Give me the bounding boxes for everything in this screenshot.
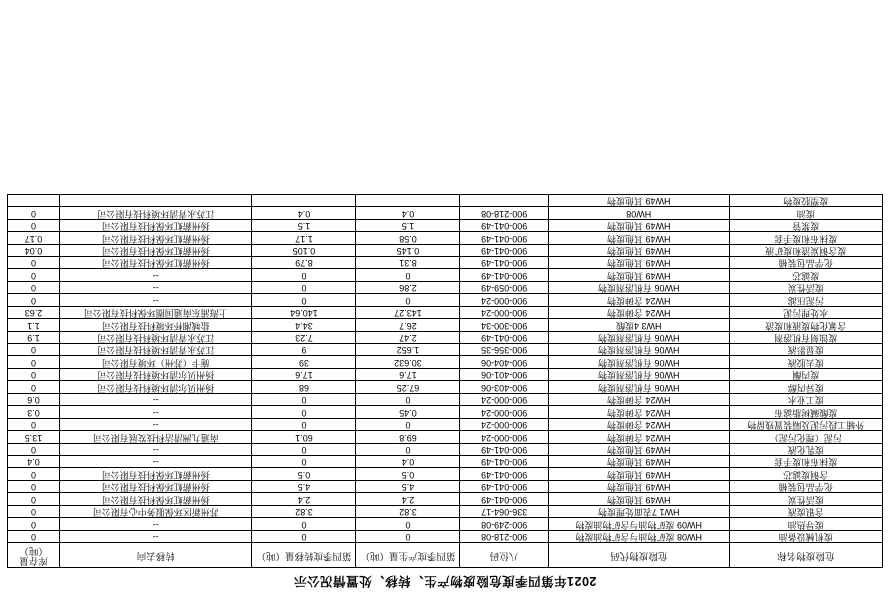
cell-q4-generated: 2.86	[356, 281, 460, 293]
cell-stock: 13.5	[8, 431, 60, 443]
cell-q4-generated: 4.5	[356, 480, 460, 492]
cell-eight-digit-code: 900-000-24	[460, 431, 548, 443]
cell-eight-digit-code: 900-300-34	[460, 319, 548, 331]
cell-stock: 0	[8, 344, 60, 356]
cell-q4-transferred: 0.105	[252, 244, 356, 256]
cell-transfer-destination: 江苏永青清环境科技有限公司	[60, 207, 252, 219]
cell-q4-transferred: 140.64	[252, 306, 356, 318]
cell-q4-transferred: 0	[252, 443, 356, 455]
cell-waste-name: 含铜废滤芯	[729, 468, 882, 480]
cell-waste-name: 废滤芯	[729, 269, 882, 281]
cell-eight-digit-code: 900-356-35	[460, 344, 548, 356]
cell-transfer-destination: 施卡（苏州）环境有限公司	[60, 356, 252, 368]
table-row	[8, 393, 883, 405]
cell-waste-name: 化学品包装桶	[729, 480, 882, 492]
cell-waste-code: HW06 有机溶剂废物	[548, 368, 729, 380]
cell-stock: 0	[8, 443, 60, 455]
cell-transfer-destination: 扬州薪虹环保科技有限公司	[60, 244, 252, 256]
cell-eight-digit-code: 900-000-24	[460, 393, 548, 405]
cell-eight-digit-code: 900-218-08	[460, 530, 548, 542]
cell-eight-digit-code: 900-041-49	[460, 244, 548, 256]
cell-eight-digit-code: 900-249-08	[460, 518, 548, 530]
table-row	[8, 232, 883, 244]
cell-q4-generated: 2.47	[356, 331, 460, 343]
cell-eight-digit-code: 900-041-49	[460, 493, 548, 505]
cell-q4-transferred: 60.1	[252, 431, 356, 443]
column-header-waste-name: 危险废物名称	[729, 543, 882, 568]
cell-eight-digit-code: 900-041-49	[460, 269, 548, 281]
cell-stock: 0	[8, 505, 60, 517]
cell-waste-code: HW49 其他废物	[548, 493, 729, 505]
cell-waste-name: 废乳化液	[729, 443, 882, 455]
cell-eight-digit-code: 900-041-49	[460, 480, 548, 492]
table-row	[8, 281, 883, 293]
table-row	[8, 356, 883, 368]
cell-transfer-destination: 盐城湘杯环境科技有限公司	[60, 319, 252, 331]
cell-transfer-destination: 扬州贝尔清环境科技有限公司	[60, 381, 252, 393]
cell-waste-code: HW3 4废酸	[548, 319, 729, 331]
table-row	[8, 269, 883, 281]
cell-q4-transferred: 1.17	[252, 232, 356, 244]
cell-transfer-destination: 上海浦东南通国圈环保科技有限公司	[60, 306, 252, 318]
cell-waste-code: HW49 其他废物	[548, 232, 729, 244]
cell-transfer-destination: 苏州新区环保服务中心有限公司	[60, 505, 252, 517]
cell-waste-code: HW49 其他废物	[548, 269, 729, 281]
cell-stock: 0.04	[8, 244, 60, 256]
table-row	[8, 381, 883, 393]
cell-q4-generated: 0.58	[356, 232, 460, 244]
cell-waste-name: 废导热油	[729, 518, 882, 530]
cell-eight-digit-code: 900-000-24	[460, 306, 548, 318]
cell-transfer-destination: 江苏永青清环境科技有限公司	[60, 331, 252, 343]
cell-waste-code: HW49 其他废物	[548, 219, 729, 231]
cell-waste-name: 废丙酮	[729, 368, 882, 380]
cell-eight-digit-code: 900-041-49	[460, 456, 548, 468]
cell-waste-name: 废蚀刻有机溶剂	[729, 331, 882, 343]
column-header-stock: 库存量（吨）	[8, 543, 60, 568]
cell-transfer-destination: --	[60, 269, 252, 281]
column-header-transfer-destination: 转移去向	[60, 543, 252, 568]
cell-eight-digit-code: 900-041-49	[460, 232, 548, 244]
cell-q4-generated: 30.632	[356, 356, 460, 368]
cell-eight-digit-code: 900-041-49	[460, 443, 548, 455]
cell-q4-transferred: 0	[252, 393, 356, 405]
cell-eight-digit-code: 900-000-24	[460, 406, 548, 418]
cell-transfer-destination: 扬州薪虹环保科技有限公司	[60, 493, 252, 505]
cell-q4-generated: 0	[356, 443, 460, 455]
cell-transfer-destination: --	[60, 456, 252, 468]
table-row	[8, 257, 883, 269]
table-row	[8, 530, 883, 542]
table-row	[8, 505, 883, 517]
cell-transfer-destination: --	[60, 393, 252, 405]
cell-q4-generated: 0.145	[356, 244, 460, 256]
cell-transfer-destination: 扬州薪虹环保科技有限公司	[60, 219, 252, 231]
cell-waste-code: HW49 其他废物	[548, 456, 729, 468]
cell-transfer-destination: 扬州薪虹环保科技有限公司	[60, 257, 252, 269]
cell-q4-transferred: 68	[252, 381, 356, 393]
cell-waste-code: HW06 有机溶剂废物	[548, 344, 729, 356]
cell-q4-generated: 0	[356, 393, 460, 405]
cell-q4-transferred: 9	[252, 344, 356, 356]
cell-waste-name: 外辅工段污泥及隔装置残留物	[729, 418, 882, 430]
table-body	[8, 194, 883, 542]
table-row	[8, 244, 883, 256]
cell-transfer-destination: --	[60, 418, 252, 430]
cell-q4-transferred: 4.5	[252, 480, 356, 492]
cell-stock: 0	[8, 294, 60, 306]
cell-q4-transferred: 3.82	[252, 505, 356, 517]
cell-eight-digit-code: 336-064-17	[460, 505, 548, 517]
cell-waste-code: HW49 其他废物	[548, 480, 729, 492]
cell-waste-code: HW24 含砷废物	[548, 306, 729, 318]
cell-stock: 0.4	[8, 456, 60, 468]
cell-waste-code: HW24 含砷废物	[548, 431, 729, 443]
table-row	[8, 207, 883, 219]
cell-waste-name: 废浆管	[729, 219, 882, 231]
table-row	[8, 331, 883, 343]
cell-stock: 0	[8, 381, 60, 393]
cell-stock: 0.6	[8, 393, 60, 405]
cell-transfer-destination	[60, 194, 252, 206]
cell-transfer-destination: 扬州薪虹环保科技有限公司	[60, 480, 252, 492]
cell-q4-generated: 0	[356, 294, 460, 306]
cell-waste-code: HW06 有机溶剂废物	[548, 331, 729, 343]
cell-q4-generated: 2.4	[356, 493, 460, 505]
page-title: 2021年第四季度危险废物产生、转移、处置情况公示	[293, 574, 597, 588]
cell-waste-name: 废去胶液	[729, 356, 882, 368]
cell-waste-name: 废异丙醇	[729, 381, 882, 393]
cell-waste-name: 废油	[729, 207, 882, 219]
table-row	[8, 306, 883, 318]
cell-waste-code: HW08 废矿物油与含矿物油废物	[548, 530, 729, 542]
cell-transfer-destination: 扬州贝尔清环境科技有限公司	[60, 368, 252, 380]
cell-transfer-destination: 扬州薪虹环保科技有限公司	[60, 232, 252, 244]
table-row	[8, 319, 883, 331]
cell-q4-transferred: 0.5	[252, 468, 356, 480]
table-row	[8, 219, 883, 231]
cell-waste-name: 废抹布和废手套	[729, 232, 882, 244]
table-row	[8, 443, 883, 455]
cell-eight-digit-code: 900-000-24	[460, 294, 548, 306]
cell-q4-generated: 8.31	[356, 257, 460, 269]
cell-q4-generated: 1.652	[356, 344, 460, 356]
cell-q4-transferred: 0	[252, 281, 356, 293]
cell-stock: 0	[8, 518, 60, 530]
cell-waste-name: 废机械设备油	[729, 530, 882, 542]
table-row	[8, 518, 883, 530]
cell-waste-name: 水处理污泥	[729, 306, 882, 318]
cell-eight-digit-code: 900-401-06	[460, 368, 548, 380]
cell-stock: 0	[8, 269, 60, 281]
cell-waste-name: 废工业水	[729, 393, 882, 405]
cell-waste-name: 废活性炭	[729, 493, 882, 505]
cell-q4-transferred: 39	[252, 356, 356, 368]
cell-eight-digit-code: 900-404-06	[460, 356, 548, 368]
cell-waste-code: HW06 有机溶剂废物	[548, 356, 729, 368]
column-header-waste-code: 危险废物代码	[548, 543, 729, 568]
column-header-eight-digit-code: 八位码	[460, 543, 548, 568]
table-row	[8, 368, 883, 380]
cell-q4-transferred: 2.4	[252, 493, 356, 505]
cell-transfer-destination: --	[60, 443, 252, 455]
cell-q4-generated: 67.25	[356, 381, 460, 393]
cell-waste-name: 含银废液	[729, 505, 882, 517]
table-header	[8, 543, 883, 568]
cell-transfer-destination: --	[60, 518, 252, 530]
cell-stock: 0	[8, 219, 60, 231]
cell-transfer-destination: --	[60, 530, 252, 542]
cell-q4-generated: 0.45	[356, 406, 460, 418]
cell-waste-name: 化学品包装桶	[729, 257, 882, 269]
table-header-row	[8, 543, 883, 568]
cell-stock: 1.1	[8, 319, 60, 331]
cell-eight-digit-code: 900-041-49	[460, 468, 548, 480]
column-header-q4-transferred: 第四季度转移量（吨）	[252, 543, 356, 568]
cell-waste-name: 废抹布和废手套	[729, 456, 882, 468]
cell-q4-generated: 0.5	[356, 468, 460, 480]
cell-waste-code: HW06 有机溶剂废物	[548, 281, 729, 293]
table-row	[8, 493, 883, 505]
cell-q4-generated: 17.6	[356, 368, 460, 380]
cell-q4-transferred: 0.4	[252, 207, 356, 219]
cell-waste-name: 废含铜炭渣和废矿液	[729, 244, 882, 256]
cell-stock: 0	[8, 418, 60, 430]
table-row	[8, 431, 883, 443]
cell-waste-code: HW1 7表面处理废物	[548, 505, 729, 517]
cell-q4-generated: 0.4	[356, 456, 460, 468]
cell-eight-digit-code: 900-041-49	[460, 331, 548, 343]
cell-eight-digit-code: 900-000-24	[460, 418, 548, 430]
cell-transfer-destination: 扬州薪虹环保科技有限公司	[60, 468, 252, 480]
cell-eight-digit-code: 900-403-06	[460, 381, 548, 393]
cell-transfer-destination: --	[60, 281, 252, 293]
cell-q4-generated: 1.5	[356, 219, 460, 231]
cell-q4-transferred: 0	[252, 269, 356, 281]
cell-q4-generated: 0	[356, 530, 460, 542]
cell-stock: 0	[8, 530, 60, 542]
cell-waste-code: HW06 有机溶剂废物	[548, 381, 729, 393]
cell-eight-digit-code: 900-218-08	[460, 207, 548, 219]
cell-eight-digit-code: 900-041-49	[460, 257, 548, 269]
cell-waste-code: HW24 含砷废物	[548, 406, 729, 418]
cell-stock: 1.9	[8, 331, 60, 343]
cell-waste-name: 污泥（理化污泥）	[729, 431, 882, 443]
cell-q4-transferred: 17.6	[252, 368, 356, 380]
cell-eight-digit-code: 900-041-49	[460, 219, 548, 231]
cell-transfer-destination: 南通九洲清洁科技发展有限公司	[60, 431, 252, 443]
cell-q4-generated: 26.7	[356, 319, 460, 331]
table-row	[8, 406, 883, 418]
cell-q4-transferred: 0	[252, 406, 356, 418]
cell-q4-transferred: 0	[252, 518, 356, 530]
cell-stock: 0	[8, 207, 60, 219]
cell-waste-code: HW49 其他废物	[548, 194, 729, 206]
cell-transfer-destination: --	[60, 294, 252, 306]
cell-stock: 0	[8, 281, 60, 293]
table-row	[8, 194, 883, 206]
cell-waste-code: HW24 含砷废物	[548, 393, 729, 405]
table-row	[8, 294, 883, 306]
cell-q4-generated: 0	[356, 269, 460, 281]
cell-stock: 2.63	[8, 306, 60, 318]
cell-waste-code: HW49 其他废物	[548, 468, 729, 480]
cell-stock	[8, 194, 60, 206]
cell-q4-generated: 0	[356, 418, 460, 430]
cell-stock: 0	[8, 493, 60, 505]
cell-q4-transferred: 0	[252, 530, 356, 542]
cell-stock: 0.17	[8, 232, 60, 244]
cell-transfer-destination: 江苏永青清环境科技有限公司	[60, 344, 252, 356]
cell-stock: 0	[8, 468, 60, 480]
cell-q4-generated: 3.82	[356, 505, 460, 517]
column-header-q4-generated: 第四季度产生量（吨）	[356, 543, 460, 568]
cell-stock: 0	[8, 257, 60, 269]
table-row	[8, 480, 883, 492]
cell-waste-code: HW49 其他废物	[548, 244, 729, 256]
table-row	[8, 456, 883, 468]
table-row	[8, 418, 883, 430]
cell-waste-name: 废塑胶废物	[729, 194, 882, 206]
cell-waste-code: HW09 废矿物油与含矿物油废物	[548, 518, 729, 530]
cell-waste-code: HW24 含砷废物	[548, 294, 729, 306]
cell-q4-generated: 143.27	[356, 306, 460, 318]
cell-stock: 0.3	[8, 406, 60, 418]
cell-q4-transferred: 0	[252, 294, 356, 306]
cell-stock: 0	[8, 480, 60, 492]
hazardous-waste-table	[7, 194, 883, 568]
cell-q4-transferred: 0	[252, 456, 356, 468]
cell-q4-transferred	[252, 194, 356, 206]
cell-waste-name: 污泥压滤	[729, 294, 882, 306]
cell-eight-digit-code: 900-059-49	[460, 281, 548, 293]
cell-q4-generated: 0.4	[356, 207, 460, 219]
cell-q4-transferred: 8.79	[252, 257, 356, 269]
cell-eight-digit-code	[460, 194, 548, 206]
table-row	[8, 468, 883, 480]
cell-q4-generated: 0	[356, 518, 460, 530]
cell-waste-code: HW49 其他废物	[548, 257, 729, 269]
cell-q4-generated	[356, 194, 460, 206]
cell-waste-name: 废酸碱树脂滤布	[729, 406, 882, 418]
table-row	[8, 344, 883, 356]
cell-waste-code: HW24 含砷废物	[548, 418, 729, 430]
cell-waste-name: 废显影液	[729, 344, 882, 356]
cell-q4-transferred: 0	[252, 418, 356, 430]
cell-waste-name: 含氰化物废液和废渣	[729, 319, 882, 331]
cell-q4-transferred: 1.5	[252, 219, 356, 231]
cell-waste-name: 废活性炭	[729, 281, 882, 293]
cell-transfer-destination: --	[60, 406, 252, 418]
cell-q4-transferred: 34.4	[252, 319, 356, 331]
cell-q4-transferred: 7.23	[252, 331, 356, 343]
cell-waste-code: HW49 其他废物	[548, 443, 729, 455]
cell-stock: 0	[8, 356, 60, 368]
cell-q4-generated: 69.8	[356, 431, 460, 443]
cell-stock: 0	[8, 368, 60, 380]
cell-waste-code: HW08	[548, 207, 729, 219]
